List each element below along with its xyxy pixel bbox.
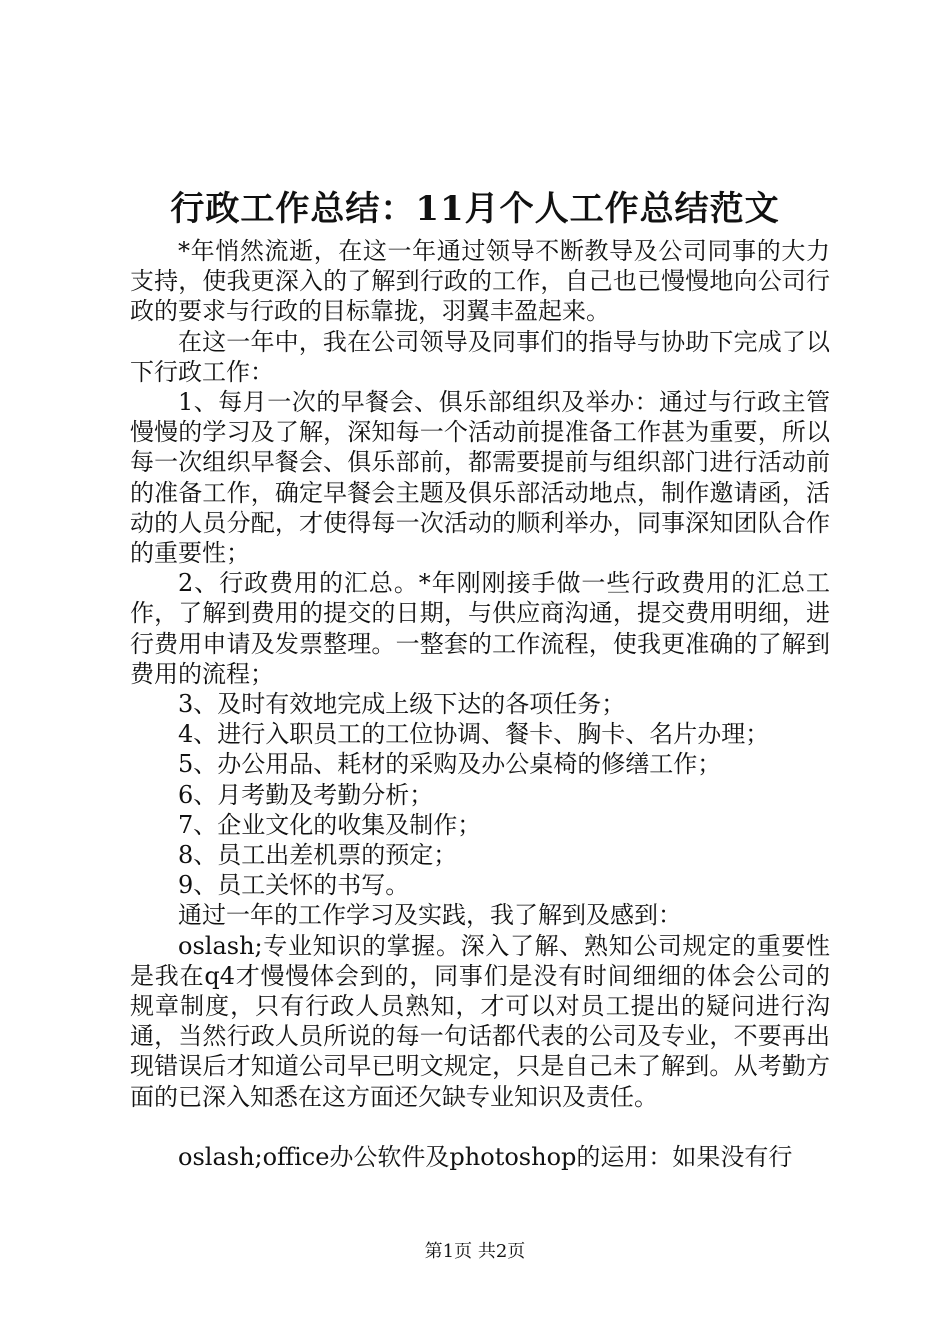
list-item-6: 6、月考勤及考勤分析； xyxy=(178,780,434,809)
paragraph-professional-knowledge: oslash;专业知识的掌握。深入了解、熟知公司规定的重要性是我在q4才慢慢体会到的，同事们是没有时间细细的体会公司的规章制度，只有行政人员熟知，才可以对员工提出的疑问进行沟通，当然行政人员所说的每一句话都代表的公司及专业，不要再出现错误后才知道公司早已明文规定，只是自己未了解到。从考勤方面的已深入知悉在这方面还欠缺专业知识及责任。 xyxy=(130,931,830,1111)
paragraph-intro: *年悄然流逝，在这一年通过领导不断教导及公司同事的大力支持，使我更深入的了解到行政的工作，自己也已慢慢地向公司行政的要求与行政的目标靠拢，羽翼丰盈起来。 xyxy=(130,237,830,326)
document-title: 行政工作总结：11月个人工作总结范文 xyxy=(170,189,780,229)
list-item-2: 2、行政费用的汇总。*年刚刚接手做一些行政费用的汇总工作，了解到费用的提交的日期，与供应商沟通，提交费用明细，进行费用申请及发票整理。一整套的工作流程，使我更准确的了解到费用的流程； xyxy=(130,569,830,688)
list-item-7: 7、企业文化的收集及制作； xyxy=(178,810,482,839)
list-item-4: 4、进行入职员工的工位协调、餐卡、胸卡、名片办理； xyxy=(178,720,770,749)
document-body xyxy=(130,236,830,1172)
paragraph-office-software: oslash;office办公软件及photoshop的运用：如果没有行 xyxy=(178,1142,793,1171)
list-item-1: 1、每月一次的早餐会、俱乐部组织及举办：通过与行政主管慢慢的学习及了解，深知每一个活动前提准备工作甚为重要，所以每一次组织早餐会、俱乐部前，都需要提前与组织部门进行活动前的准备工作，确定早餐会主题及俱乐部活动地点，制作邀请函，活动的人员分配，才使得每一次活动的顺利举办，同事深知团队合作的重要性； xyxy=(130,388,830,568)
list-item-5: 5、办公用品、耗材的采购及办公桌椅的修缮工作； xyxy=(178,750,722,779)
paragraph-lead-in: 在这一年中，我在公司领导及同事们的指导与协助下完成了以下行政工作： xyxy=(130,327,830,386)
paragraph-reflection: 通过一年的工作学习及实践，我了解到及感到： xyxy=(178,901,682,930)
list-item-3: 3、及时有效地完成上级下达的各项任务； xyxy=(178,690,626,719)
list-item-8: 8、员工出差机票的预定； xyxy=(178,841,458,870)
page-footer: 第1页 共2页 xyxy=(424,1241,526,1262)
list-item-9: 9、员工关怀的书写。 xyxy=(178,871,410,900)
